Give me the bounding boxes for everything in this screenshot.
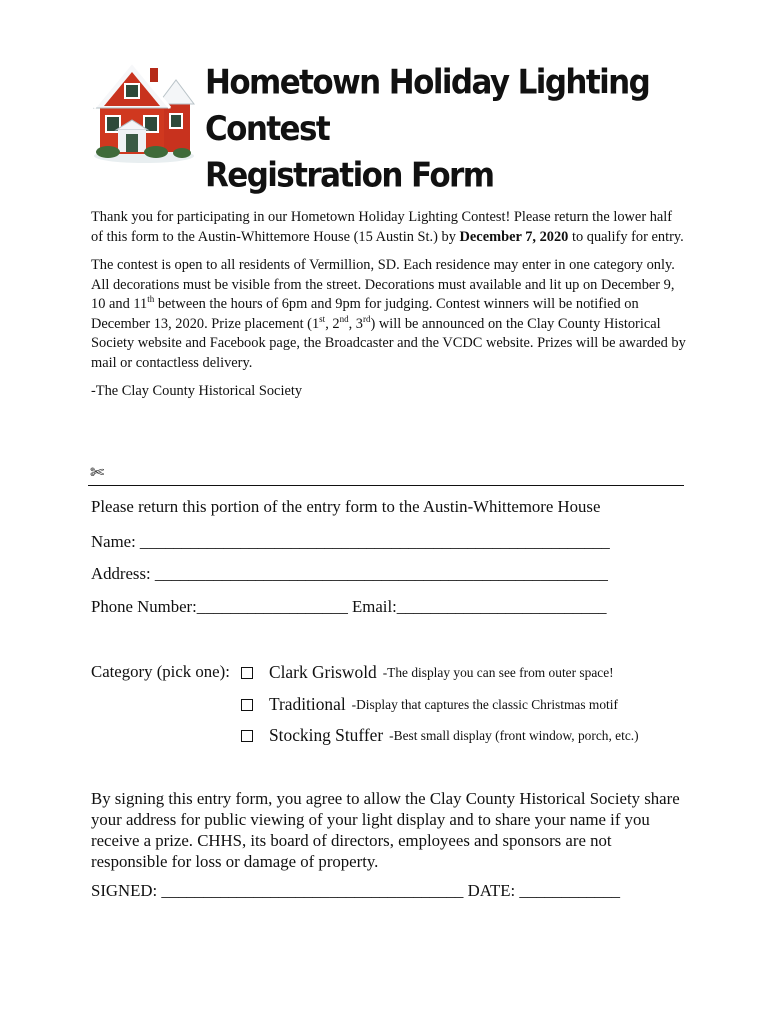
cut-divider <box>88 485 684 486</box>
option-description: -Best small display (front window, porch, etc.) <box>389 727 639 743</box>
option-description: -The display you can see from outer space! <box>382 664 614 680</box>
phone-email-field[interactable]: Phone Number:__________________ Email:_________________________ <box>91 597 607 616</box>
deadline-date: December 7, 2020 <box>459 228 569 245</box>
category-label: Category (pick one): <box>91 662 230 681</box>
option-name: Traditional <box>269 694 346 714</box>
checkbox[interactable] <box>241 699 253 711</box>
scissors-icon: ✄ <box>90 463 105 483</box>
address-field[interactable]: Address: ______________________________________________________ <box>91 564 608 583</box>
category-option-traditional[interactable] <box>241 694 618 715</box>
checkbox[interactable] <box>241 667 253 679</box>
checkbox[interactable] <box>241 730 253 742</box>
option-name: Clark Griswold <box>269 662 377 682</box>
option-description: -Display that captures the classic Christmas motif <box>351 696 618 712</box>
option-name: Stocking Stuffer <box>269 725 384 745</box>
intro-paragraph-2: The contest is open to all residents of Vermillion, SD. Each residence may enter in one category only. All decorations must be visible from the street. Decorations must available and lit up on December 9, 10 and 11th between the hours of 6pm and 9pm for judging. Contest winners will be notified on December 13, 2020. Prize placement (1st, 2nd, 3rd) will be announced on the Clay County Historical Society website and Facebook page, the Broadcaster and the VCDC website. Prizes will be awarded by mail or contactless delivery. <box>91 257 686 371</box>
intro-paragraph-1: Thank you for participating in our Hometown Holiday Lighting Contest! Please return the lower half of this form to the Austin-Whittemore House (15 Austin St.) by December 7, 2020 to qualify for entry. <box>91 209 684 245</box>
form-instruction: Please return this portion of the entry form to the Austin-Whittemore House <box>91 497 601 516</box>
intro-section <box>91 208 687 411</box>
cut-line <box>88 462 684 488</box>
category-option-clark-griswold[interactable] <box>241 662 614 683</box>
intro-signature: -The Clay County Historical Society <box>91 383 303 399</box>
category-option-stocking-stuffer[interactable] <box>241 725 639 746</box>
house-illustration <box>92 58 196 164</box>
page-title <box>205 60 745 199</box>
signature-date-field[interactable]: SIGNED: ____________________________________ DATE: ____________ <box>91 881 621 900</box>
title-line-1: Hometown Holiday Lighting Contest <box>205 63 650 149</box>
agreement-text: By signing this entry form, you agree to allow the Clay County Historical Society share your address for public viewing of your light display and to share your name if you receive a prize. CHHS, its board of directors, employees and sponsors are not responsible for loss or damage of property. <box>91 789 680 871</box>
title-line-2: Registration Form <box>205 156 494 195</box>
name-field[interactable]: Name: ________________________________________________________ <box>91 532 610 551</box>
